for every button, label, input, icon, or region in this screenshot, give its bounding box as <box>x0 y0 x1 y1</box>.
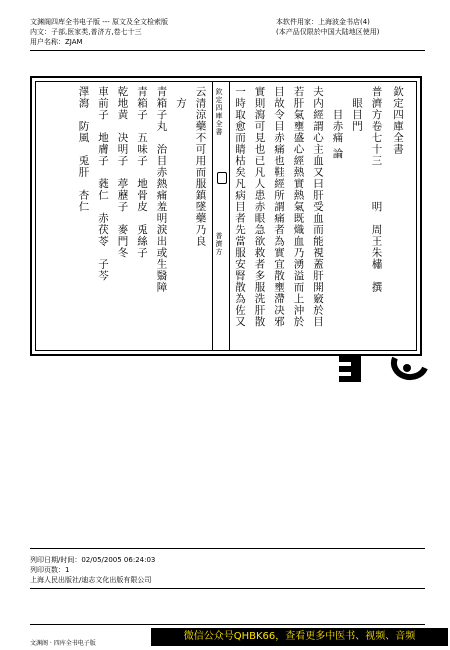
text-column-4: 夫内經謂心主血又曰肝受血而能視蓋肝開竅於目 <box>312 86 324 328</box>
header-title: 文渊阁四库全书电子版 --- 原文及全文检索版 <box>30 18 169 26</box>
footer-divider-2 <box>30 588 425 589</box>
print-date: 列印日期/时间：02/05/2005 06:24:03 <box>30 556 156 564</box>
text-column-13: 乾地黄 决明子 葶藶子 麥門冬 <box>116 86 129 259</box>
header-left <box>30 17 280 47</box>
header-user: 用户名称：ZJAM <box>30 38 83 46</box>
publisher-logo <box>337 350 429 390</box>
text-column-5: 若肝氣壅盛心經熱實熱氣既熾血乃湧溢而上沖於 <box>292 86 305 328</box>
tail-text: 文渊阁 · 四库全书电子版 <box>30 640 96 647</box>
center-band-bottom: 普濟方 <box>215 232 223 256</box>
center-band-top: 欽定四庫全書 <box>215 88 223 136</box>
header-licensee: 本软件用家：上海波金书店(4) <box>276 18 370 26</box>
text-column-10: 方 <box>175 86 187 109</box>
page-inner-frame <box>35 81 417 351</box>
text-column-0: 欽定四庫全書 <box>392 86 404 155</box>
page-bottom-divider <box>30 624 425 625</box>
text-column-6: 目故令目赤痛也鞋經所謂痛者為實宜散壅滯决邪 <box>273 86 285 328</box>
text-column-8: 一時取愈而睛枯矣凡病目者先當服安腎散為佐又 <box>234 86 246 328</box>
footer-divider <box>30 548 425 549</box>
text-column-15: 澤瀉 防風 兎肝 杏仁 <box>77 86 90 213</box>
page-frame <box>30 76 422 356</box>
text-column-9: 云清涼藥不可用而服鎮墜藥乃良 <box>194 86 207 247</box>
text-column-14: 車前子 地膚子 蕤仁 赤茯苓 子芩 <box>97 86 109 282</box>
print-pages: 列印页数：1 <box>30 566 70 574</box>
text-column-3: 目赤痛 論 <box>331 86 344 160</box>
text-column-2: 眼目門 <box>351 86 363 132</box>
header-divider <box>30 50 425 51</box>
text-column-7: 實則瀉可見也已凡人患赤眼急欲救者多服洗肝散 <box>253 86 266 328</box>
text-column-12: 青箱子 五味子 地骨皮 兎絲子 <box>136 86 148 259</box>
publisher: 上海人民出版社/迪志文化出版有限公司 <box>30 576 152 584</box>
header-content-path: 内文：子部,医家类,普济方,卷七十三 <box>30 28 142 36</box>
text-column-11: 青箱子丸 治目赤熱痛羞明淚出或生翳障 <box>155 86 168 293</box>
text-column-1: 普濟方卷七十三 明 周王朱橚 撰 <box>370 86 383 293</box>
fish-tail-mark <box>217 172 227 184</box>
wechat-banner: 微信公众号QHBK66，查看更多中医书、视频、音频 <box>151 628 448 646</box>
header-region-note: (本产品仅限於中国大陆地区使用) <box>276 28 380 36</box>
header-right <box>276 17 446 37</box>
center-band <box>212 82 230 350</box>
